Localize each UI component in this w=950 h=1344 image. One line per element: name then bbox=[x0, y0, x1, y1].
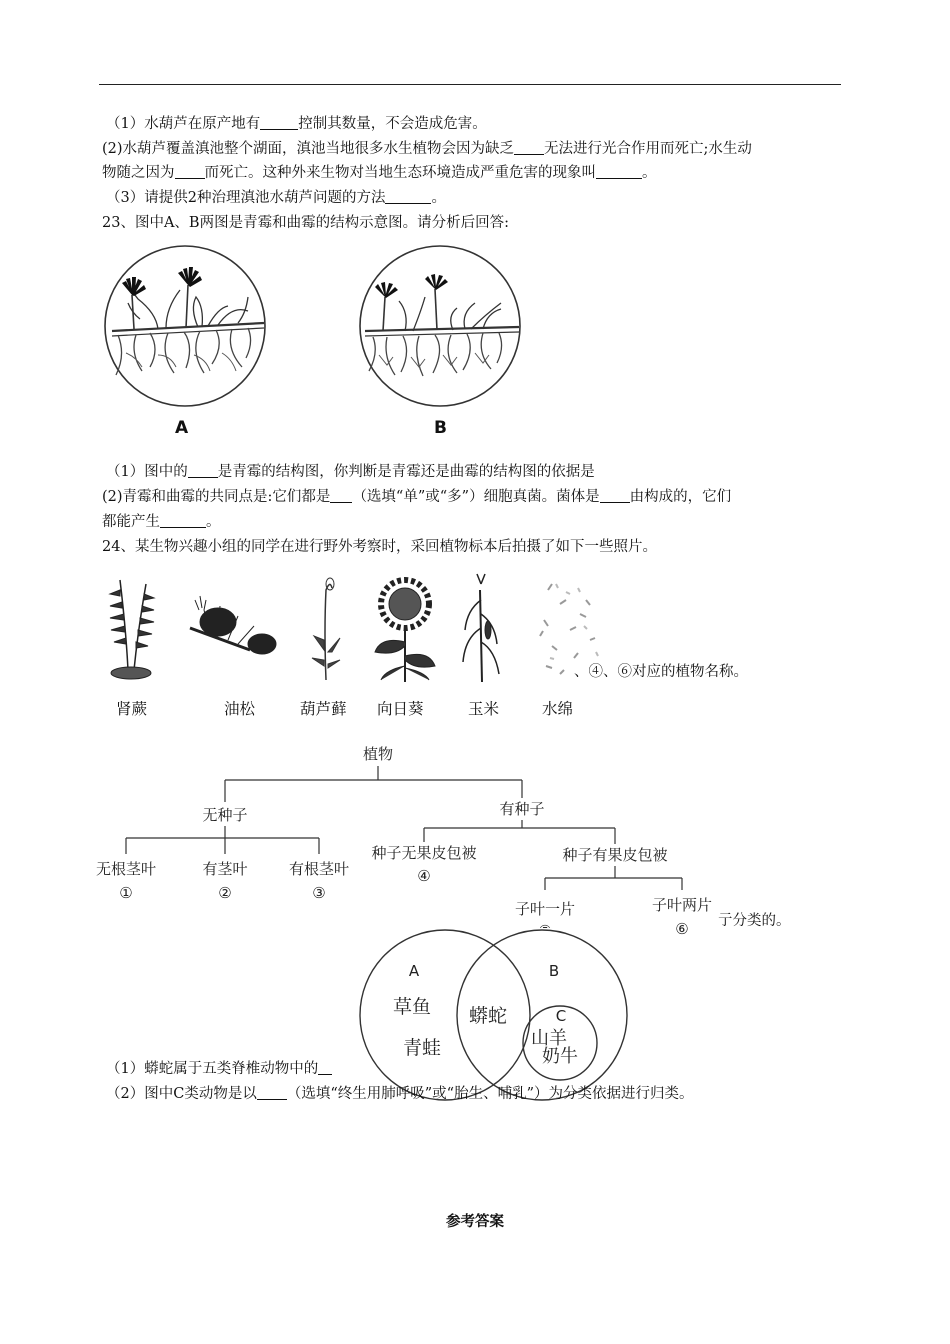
answer-blank[interactable] bbox=[514, 140, 544, 155]
q22-line-1: （1）水葫芦在原产地有 控制其数量，不会造成危害。 bbox=[106, 116, 487, 132]
animal-venn-diagram bbox=[350, 928, 640, 1110]
q25-line-1: （1）蟒蛇属于五类脊椎动物中的 bbox=[106, 1059, 356, 1079]
q23-line-1: （1）图中的 是青霉的结构图，你判断是青霉还是曲霉的结构图的依据是 bbox=[106, 464, 595, 480]
plant-classification-tree bbox=[90, 738, 850, 938]
venn-label-a: A bbox=[408, 962, 420, 980]
fern-image bbox=[110, 580, 154, 679]
tree-mark-2: ② bbox=[218, 884, 232, 902]
q25-line-2: （2）图中C类动物是以 （选填“终生用肺呼吸”或“胎生、哺乳”）为分类依据进行归类。 bbox=[106, 1086, 694, 1102]
answer-blank[interactable] bbox=[385, 189, 431, 204]
answer-blank[interactable] bbox=[600, 488, 630, 503]
tree-mark-3: ③ bbox=[312, 884, 326, 902]
q24-partial-text: 、④、⑥对应的植物名称。 bbox=[574, 664, 748, 680]
venn-frog: 青蛙 bbox=[402, 1037, 442, 1059]
answer-blank[interactable] bbox=[175, 164, 205, 179]
tree-node-1: 无根茎叶 bbox=[95, 860, 157, 878]
header-rule bbox=[99, 84, 841, 85]
answer-blank[interactable] bbox=[257, 1085, 287, 1100]
spirogyra-image bbox=[540, 584, 598, 674]
answer-blank[interactable] bbox=[160, 513, 206, 528]
figure-b-mold-diagram bbox=[353, 243, 531, 411]
q23-line-3: 都能产生 。 bbox=[102, 514, 221, 530]
tree-no-seed: 无种子 bbox=[202, 806, 248, 824]
plant-name-fern: 肾蕨 bbox=[116, 700, 148, 718]
venn-grass-carp: 草鱼 bbox=[392, 996, 432, 1018]
tree-root: 植物 bbox=[362, 745, 394, 763]
tree-mark-7: ⑥ bbox=[675, 920, 689, 938]
answer-blank[interactable] bbox=[596, 164, 642, 179]
figure-a-label: A bbox=[175, 418, 189, 438]
figure-b-label: B bbox=[434, 418, 447, 438]
q22-line-3: 物随之因为 而死亡。这种外来生物对当地生态环境造成严重危害的现象叫 。 bbox=[102, 165, 657, 181]
tree-partial-text: 亍分类的。 bbox=[718, 913, 791, 929]
plant-name-moss: 葫芦藓 bbox=[300, 700, 347, 718]
q22-line-2: (2)水葫芦覆盖滇池整个湖面，滇池当地很多水生植物会因为缺乏 无法进行光合作用而死亡;水生动 bbox=[102, 141, 752, 157]
tree-mark-1: ① bbox=[119, 884, 133, 902]
plant-name-corn: 玉米 bbox=[468, 700, 500, 718]
tree-node-5: 种子有果皮包被 bbox=[562, 846, 668, 864]
q22-line-4: （3）请提供2种治理滇池水葫芦问题的方法 。 bbox=[106, 190, 446, 206]
q23-line-2: (2)青霉和曲霉的共同点是:它们都是 （选填“单”或“多”）细胞真菌。菌体是 由构成的，它们 bbox=[102, 489, 732, 505]
venn-python: 蟒蛇 bbox=[468, 1005, 508, 1027]
answer-blank[interactable] bbox=[260, 115, 298, 130]
corn-image bbox=[463, 574, 499, 682]
figure-a-mold-diagram bbox=[98, 243, 276, 411]
tree-node-3: 有根茎叶 bbox=[288, 860, 350, 878]
answer-blank[interactable] bbox=[318, 1060, 332, 1075]
tree-node-6: 子叶一片 bbox=[514, 900, 576, 918]
plant-name-sunflower: 向日葵 bbox=[377, 700, 424, 718]
pine-image bbox=[190, 596, 276, 654]
sunflower-image bbox=[375, 580, 435, 682]
moss-image bbox=[312, 578, 340, 680]
venn-label-b: B bbox=[548, 962, 560, 980]
plant-name-pine: 油松 bbox=[224, 700, 256, 718]
q24-title: 24、某生物兴趣小组的同学在进行野外考察时，采回植物标本后拍摄了如下一些照片。 bbox=[102, 539, 657, 555]
venn-label-c: C bbox=[555, 1007, 567, 1025]
tree-mark-4: ④ bbox=[417, 867, 431, 885]
venn-goat: 山羊 bbox=[531, 1028, 567, 1049]
tree-node-7: 子叶两片 bbox=[651, 896, 713, 914]
tree-has-seed: 有种子 bbox=[499, 800, 545, 818]
tree-node-2: 有茎叶 bbox=[202, 860, 248, 878]
venn-cow: 奶牛 bbox=[542, 1046, 578, 1067]
answer-blank[interactable] bbox=[188, 463, 218, 478]
plant-name-spirogyra: 水绵 bbox=[542, 700, 574, 718]
tree-node-4: 种子无果皮包被 bbox=[371, 844, 477, 862]
answer-blank[interactable] bbox=[330, 488, 352, 503]
answer-section-title: 参考答案 bbox=[446, 1213, 504, 1230]
q23-title: 23、图中A、B两图是青霉和曲霉的结构示意图。请分析后回答: bbox=[102, 215, 509, 231]
plant-photos bbox=[100, 570, 600, 690]
